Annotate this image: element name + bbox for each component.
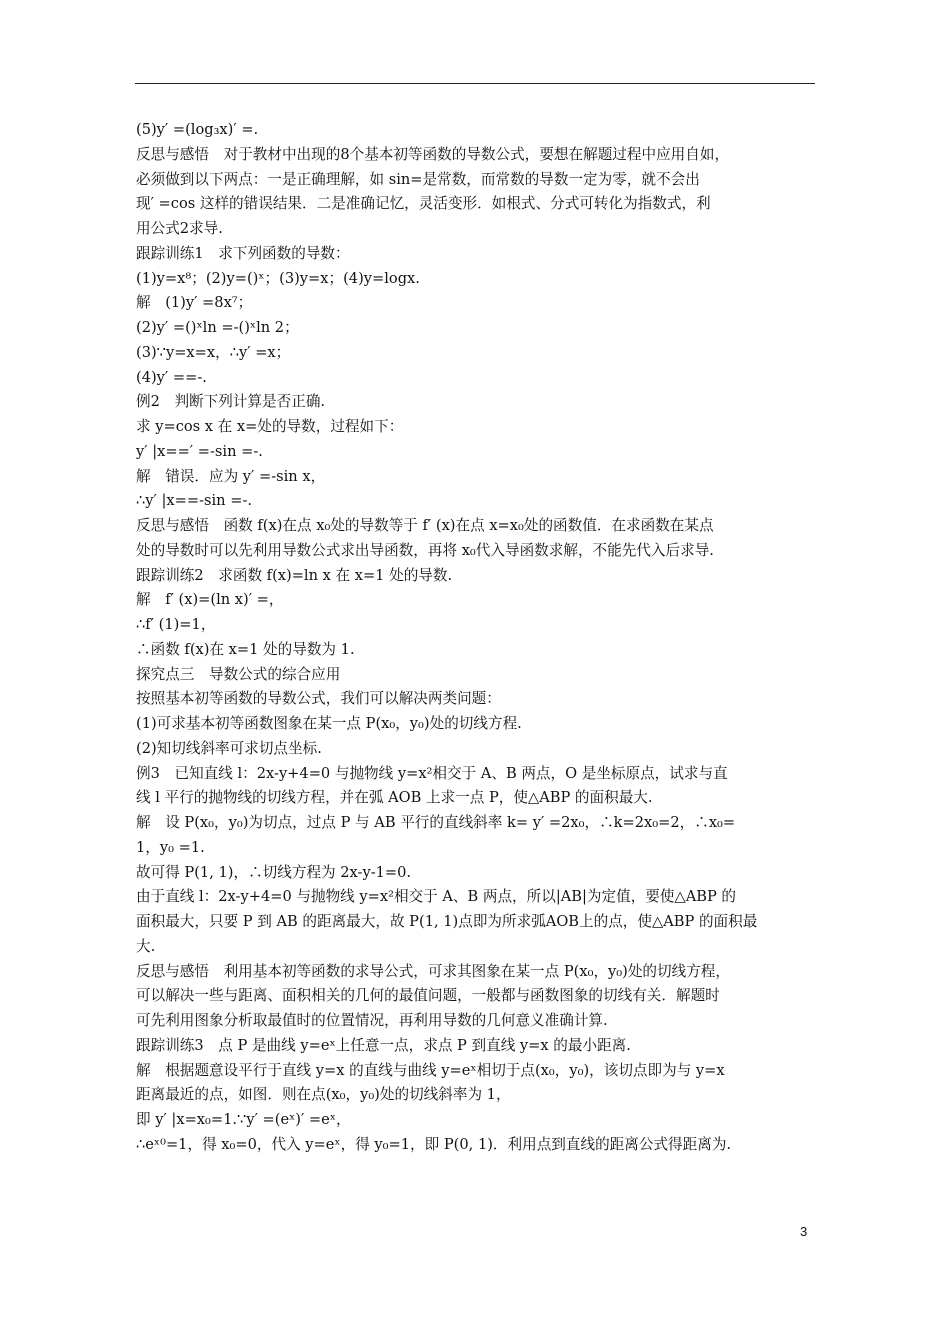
text-line: 由于直线 l：2x-y+4=0 与抛物线 y=x²相交于 A、B 两点，所以|AB|为定值，要使△ABP 的 — [136, 888, 737, 906]
text-line: ∴函数 f(x)在 x=1 处的导数为 1. — [136, 640, 355, 658]
text-line: 例3 已知直线 l：2x-y+4=0 与抛物线 y=x²相交于 A、B 两点，O 是坐标原点，试求与直 — [136, 764, 728, 782]
text-line: 解 f′ (x)=(ln x)′ =， — [136, 591, 284, 609]
text-line: 线 l 平行的抛物线的切线方程，并在弧 AOB 上求一点 P，使△ABP 的面积最大. — [136, 789, 653, 807]
text-line: 跟踪训练3 点 P 是曲线 y=eˣ上任意一点，求点 P 到直线 y=x 的最小距离. — [136, 1036, 631, 1054]
text-line: 反思与感悟 函数 f(x)在点 x₀处的导数等于 f′ (x)在点 x=x₀处的函数值．在求函数在某点 — [136, 517, 714, 534]
text-line: 必须做到以下两点：一是正确理解，如 sin=是常数，而常数的导数一定为零，就不会出 — [136, 170, 700, 188]
text-line: 距离最近的点，如图．则在点(x₀，y₀)处的切线斜率为 1， — [136, 1086, 511, 1104]
header-rule — [135, 83, 815, 84]
text-line: (1)y=x⁸；(2)y=()ˣ；(3)y=x；(4)y=logx. — [136, 269, 420, 287]
text-line: y′ |x==′ =-sin =-. — [136, 442, 263, 460]
document-body — [136, 118, 816, 1158]
text-line: 解 错误．应为 y′ =-sin x， — [136, 467, 326, 485]
text-line: 按照基本初等函数的导数公式，我们可以解决两类问题： — [136, 690, 501, 708]
text-line: 面积最大，只要 P 到 AB 的距离最大，故 P(1, 1)点即为所求弧AOB上的点，使△ABP 的面积最 — [136, 913, 758, 930]
text-line: 跟踪训练1 求下列函数的导数： — [136, 244, 350, 262]
text-line: 大. — [136, 937, 156, 955]
text-line: 例2 判断下列计算是否正确. — [136, 393, 326, 411]
text-line: (3)∵y=x=x，∴y′ =x； — [136, 343, 291, 361]
text-line: 现′ =cos 这样的错误结果．二是准确记忆，灵活变形．如根式、分式可转化为指数式，利 — [136, 195, 711, 213]
text-line: ∴eˣ⁰=1，得 x₀=0，代入 y=eˣ，得 y₀=1，即 P(0, 1)．利用点到直线的距离公式得距离为. — [136, 1135, 732, 1153]
text-line: 求 y=cos x 在 x=处的导数，过程如下： — [136, 418, 404, 435]
text-line: 跟踪训练2 求函数 f(x)=ln x 在 x=1 处的导数. — [136, 566, 453, 584]
text-line: 可先利用图象分析取最值时的位置情况，再利用导数的几何意义准确计算. — [136, 1012, 608, 1029]
text-line: (4)y′ ==-. — [136, 368, 207, 386]
text-line: 解 设 P(x₀，y₀)为切点，过点 P 与 AB 平行的直线斜率 k= y′ =2x₀，∴k=2x₀=2，∴x₀= — [136, 814, 736, 831]
text-line: 探究点三 导数公式的综合应用 — [136, 665, 341, 683]
text-line: 解 根据题意设平行于直线 y=x 的直线与曲线 y=eˣ相切于点(x₀，y₀)，该切点即为与 y=x — [136, 1061, 725, 1079]
page-number: 3 — [800, 1224, 808, 1239]
text-line: 反思与感悟 对于教材中出现的8个基本初等函数的导数公式，要想在解题过程中应用自如， — [136, 145, 730, 163]
text-line: ∴y′ |x==-sin =-. — [136, 492, 253, 510]
text-line: 1，y₀ =1. — [136, 838, 205, 856]
text-line: (2)知切线斜率可求切点坐标. — [136, 739, 322, 757]
text-line: 解 (1)y′ =8x⁷； — [136, 294, 253, 312]
text-line: 可以解决一些与距离、面积相关的几何的最值问题，一般都与函数图象的切线有关．解题时 — [136, 987, 720, 1005]
text-line: 故可得 P(1, 1)，∴切线方程为 2x-y-1=0. — [136, 863, 412, 881]
text-line: (2)y′ =()ˣln =-()ˣln 2； — [136, 319, 299, 336]
text-line: 反思与感悟 利用基本初等函数的求导公式，可求其图象在某一点 P(x₀，y₀)处的切线方程， — [136, 962, 730, 980]
text-line: (5)y′ =(log₃x)′ =. — [136, 121, 259, 138]
text-line: (1)可求基本初等函数图象在某一点 P(x₀，y₀)处的切线方程. — [136, 715, 522, 732]
text-line: 用公式2求导. — [136, 220, 223, 237]
text-line: 即 y′ |x=x₀=1.∵y′ =(eˣ)′ =eˣ， — [136, 1111, 351, 1128]
text-line: 处的导数时可以先利用导数公式求出导函数，再将 x₀代入导函数求解，不能先代入后求导. — [136, 541, 714, 559]
text-line: ∴f′ (1)=1， — [136, 616, 216, 633]
